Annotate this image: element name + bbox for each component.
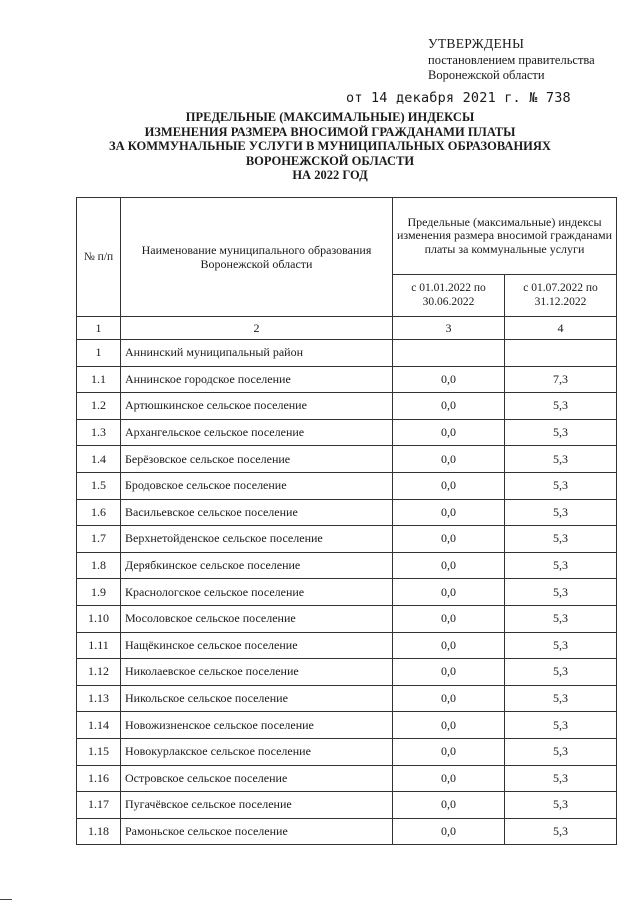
index-period-2: 5,3 <box>505 792 617 819</box>
municipality-name: Верхнетойденское сельское поселение <box>121 526 393 553</box>
row-number: 1.6 <box>77 499 121 526</box>
index-period-1: 0,0 <box>393 818 505 845</box>
table-row <box>77 419 617 446</box>
index-period-2: 7,3 <box>505 366 617 393</box>
index-period-1: 0,0 <box>393 446 505 473</box>
index-period-2: 5,3 <box>505 472 617 499</box>
row-number: 1.1 <box>77 366 121 393</box>
row-number: 1.12 <box>77 659 121 686</box>
table-row <box>77 340 617 367</box>
index-period-1: 0,0 <box>393 659 505 686</box>
indices-table <box>76 197 617 845</box>
row-number: 1.15 <box>77 738 121 765</box>
row-number: 1.4 <box>77 446 121 473</box>
municipality-name: Краснологское сельское поселение <box>121 579 393 606</box>
index-period-1: 0,0 <box>393 712 505 739</box>
index-period-1: 0,0 <box>393 632 505 659</box>
index-period-2: 5,3 <box>505 685 617 712</box>
table-row <box>77 712 617 739</box>
table-row <box>77 738 617 765</box>
table-row <box>77 526 617 553</box>
approval-title: УТВЕРЖДЕНЫ <box>428 36 525 51</box>
row-number: 1.5 <box>77 472 121 499</box>
index-period-1: 0,0 <box>393 472 505 499</box>
table-row <box>77 818 617 845</box>
index-period-2: 5,3 <box>505 526 617 553</box>
index-period-1: 0,0 <box>393 792 505 819</box>
index-period-1: 0,0 <box>393 605 505 632</box>
decree-reference: от 14 декабря 2021 г. № 738 <box>346 90 571 106</box>
index-period-2: 5,3 <box>505 712 617 739</box>
table-row <box>77 605 617 632</box>
header-period-2: с 01.07.2022 по 31.12.2022 <box>505 275 617 317</box>
row-number: 1.11 <box>77 632 121 659</box>
table-row <box>77 765 617 792</box>
index-period-2: 5,3 <box>505 818 617 845</box>
table-row <box>77 659 617 686</box>
table-row <box>77 579 617 606</box>
index-period-1: 0,0 <box>393 579 505 606</box>
index-period-2: 5,3 <box>505 765 617 792</box>
index-period-2: 5,3 <box>505 393 617 420</box>
index-period-1 <box>393 340 505 367</box>
table-row <box>77 472 617 499</box>
municipality-name: Мосоловское сельское поселение <box>121 605 393 632</box>
index-period-1: 0,0 <box>393 685 505 712</box>
header-number: № п/п <box>77 198 121 317</box>
column-numbers-row <box>77 317 617 340</box>
index-period-1: 0,0 <box>393 393 505 420</box>
title-line: ИЗМЕНЕНИЯ РАЗМЕРА ВНОСИМОЙ ГРАЖДАНАМИ ПЛАТЫ <box>144 124 516 139</box>
index-period-1: 0,0 <box>393 552 505 579</box>
municipality-name: Нащёкинское сельское поселение <box>121 632 393 659</box>
index-period-1: 0,0 <box>393 499 505 526</box>
index-period-2: 5,3 <box>505 552 617 579</box>
title-line: ЗА КОММУНАЛЬНЫЕ УСЛУГИ В МУНИЦИПАЛЬНЫХ ОБРАЗОВАНИЯХ <box>109 139 551 153</box>
municipality-name: Берёзовское сельское поселение <box>121 446 393 473</box>
approval-line-1: постановлением правительства <box>428 53 595 67</box>
table-row <box>77 685 617 712</box>
approval-line-2: Воронежской области <box>428 68 545 82</box>
index-period-1: 0,0 <box>393 366 505 393</box>
row-number: 1.8 <box>77 552 121 579</box>
municipality-name: Островское сельское поселение <box>121 765 393 792</box>
index-period-2 <box>505 340 617 367</box>
approval-stamp <box>428 36 595 83</box>
table-row <box>77 366 617 393</box>
municipality-name: Никольское сельское поселение <box>121 685 393 712</box>
index-period-2: 5,3 <box>505 419 617 446</box>
page-edge-mark <box>0 899 12 900</box>
table-row <box>77 499 617 526</box>
title-line: ПРЕДЕЛЬНЫЕ (МАКСИМАЛЬНЫЕ) ИНДЕКСЫ <box>185 110 475 124</box>
table-header <box>77 198 617 340</box>
title-line: НА 2022 ГОД <box>292 168 368 182</box>
municipality-name: Васильевское сельское поселение <box>121 499 393 526</box>
municipality-name: Артюшкинское сельское поселение <box>121 393 393 420</box>
document-title <box>60 110 600 183</box>
municipality-name: Архангельское сельское поселение <box>121 419 393 446</box>
column-number: 2 <box>121 317 393 340</box>
column-number: 1 <box>77 317 121 340</box>
row-number: 1.9 <box>77 579 121 606</box>
index-period-2: 5,3 <box>505 499 617 526</box>
municipality-name: Рамоньское сельское поселение <box>121 818 393 845</box>
table-row <box>77 792 617 819</box>
row-number: 1.13 <box>77 685 121 712</box>
index-period-2: 5,3 <box>505 632 617 659</box>
index-period-1: 0,0 <box>393 738 505 765</box>
municipality-name: Дерябкинское сельское поселение <box>121 552 393 579</box>
row-number: 1.10 <box>77 605 121 632</box>
header-municipality: Наименование муниципального образования Воронежской области <box>121 198 393 317</box>
row-number: 1.2 <box>77 393 121 420</box>
index-period-1: 0,0 <box>393 419 505 446</box>
index-period-2: 5,3 <box>505 738 617 765</box>
municipality-name: Аннинское городское поселение <box>121 366 393 393</box>
title-line: ВОРОНЕЖСКОЙ ОБЛАСТИ <box>245 153 415 168</box>
table-row <box>77 552 617 579</box>
table-row <box>77 632 617 659</box>
municipality-name: Новожизненское сельское поселение <box>121 712 393 739</box>
index-period-1: 0,0 <box>393 765 505 792</box>
index-period-2: 5,3 <box>505 446 617 473</box>
table-body <box>77 340 617 845</box>
column-number: 3 <box>393 317 505 340</box>
index-period-2: 5,3 <box>505 579 617 606</box>
row-number: 1.18 <box>77 818 121 845</box>
header-period-1: с 01.01.2022 по 30.06.2022 <box>393 275 505 317</box>
index-period-2: 5,3 <box>505 605 617 632</box>
table-row <box>77 393 617 420</box>
index-period-2: 5,3 <box>505 659 617 686</box>
column-number: 4 <box>505 317 617 340</box>
row-number: 1.16 <box>77 765 121 792</box>
index-period-1: 0,0 <box>393 526 505 553</box>
row-number: 1.17 <box>77 792 121 819</box>
municipality-name: Бродовское сельское поселение <box>121 472 393 499</box>
table-row <box>77 446 617 473</box>
municipality-name: Новокурлакское сельское поселение <box>121 738 393 765</box>
row-number: 1.7 <box>77 526 121 553</box>
row-number: 1.3 <box>77 419 121 446</box>
header-indices: Предельные (максимальные) индексы изменения размера вносимой гражданами платы за коммунальные услуги <box>393 198 617 275</box>
municipality-name: Аннинский муниципальный район <box>121 340 393 367</box>
municipality-name: Пугачёвское сельское поселение <box>121 792 393 819</box>
row-number: 1.14 <box>77 712 121 739</box>
row-number: 1 <box>77 340 121 367</box>
municipality-name: Николаевское сельское поселение <box>121 659 393 686</box>
